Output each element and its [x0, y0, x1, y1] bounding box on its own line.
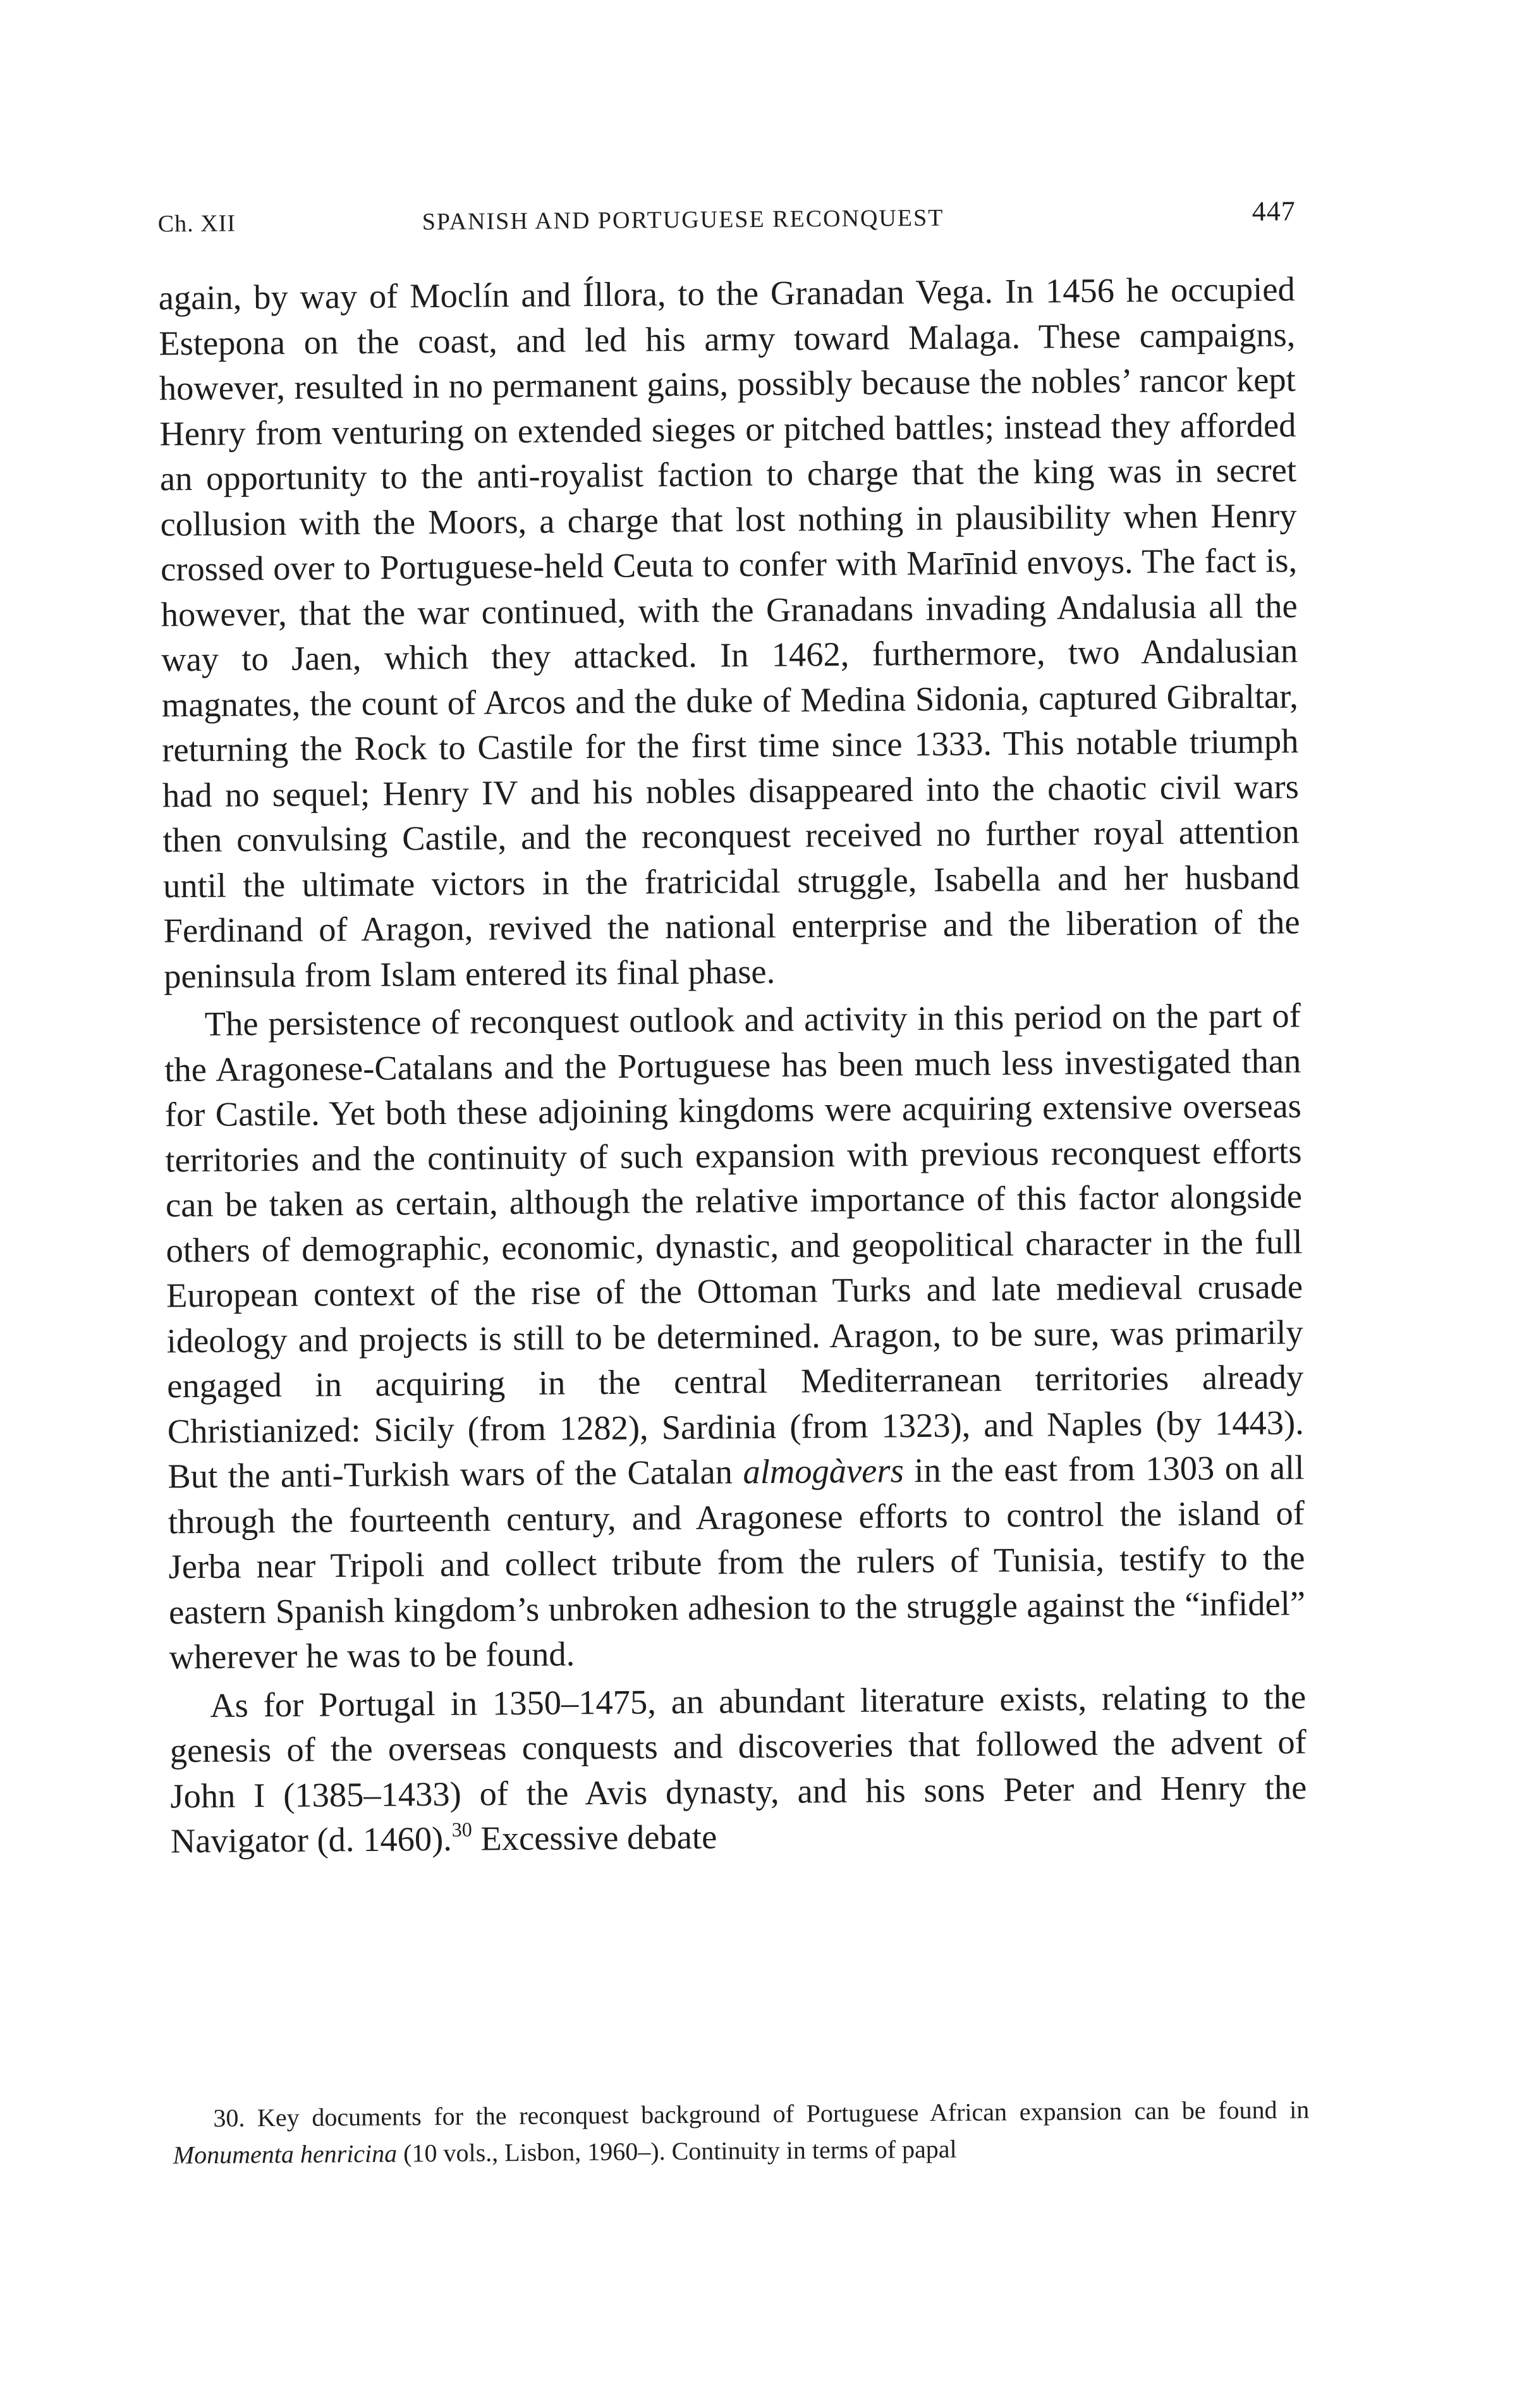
paragraph-1: again, by way of Moclín and Íllora, to the Granadan Vega. In 1456 he occupied Estepona on the coast, and led his army toward Malaga. These campaigns, however, resulted in no permanent gains, possibly because the nobles’ rancor kept Henry from venturing on extended sieges or pitched battles; instead they afforded an opportunity to the anti-royalist faction to charge that the king was in secret collusion with the Moors, a charge that lost nothing in plausibility when Henry crossed over to Portuguese-held Ceuta to confer with Marīnid envoys. The fact is, however, that the war continued, with the Granadans invading Andalusia all the way to Jaen, which they attacked. In 1462, furthermore, two Andalusian magnates, the count of Arcos and the duke of Medina Sidonia, captured Gibraltar, returning the Rock to Castile for the first time since 1333. This notable triumph had no sequel; Henry IV and his nobles disappeared into the chaotic civil wars then convulsing Castile, and the reconquest received no further royal attention until the ultimate victors in the fratricidal struggle, Isabella and her husband Ferdinand of Aragon, revived the national enterprise and the liberation of the peninsula from Islam entered its final phase. [158, 269, 1300, 995]
paragraph-3-text-b: Excessive debate [472, 1817, 717, 1858]
body-text [158, 266, 1307, 1864]
running-title: SPANISH AND PORTUGUESE RECONQUEST [422, 204, 944, 236]
footnotes [173, 2091, 1310, 2173]
footnote-italic-title: Monumenta henricina [173, 2139, 398, 2170]
footnote-reference-30[interactable]: 30 [451, 1818, 472, 1841]
chapter-label: Ch. XII [157, 210, 236, 238]
paragraph-2 [164, 993, 1305, 1680]
paragraph-2-text-b: in the east from 1303 on all through the fourteenth century, and Aragonese efforts to control the island of Jerba near Tripoli and collect tribute from the rulers of Tunisia, testify to the eastern Spanish kingdom’s unbroken adhesion to the struggle against the “infidel” wherever he was to be found. [168, 1448, 1306, 1677]
page-number: 447 [1252, 195, 1296, 227]
footnote-text-a: Key documents for the reconquest background of Portuguese African expansion can be found in [245, 2095, 1310, 2132]
paragraph-2-italic-term: almogàvers [743, 1451, 905, 1491]
running-head [158, 195, 1296, 241]
paragraph-3-text-a: As for Portugal in 1350–1475, an abundant literature exists, relating to the genesis of the overseas conquests and discoveries that followed the advent of John I (1385–1433) of the Avis dynasty, and his sons Peter and Henry the Navigator (d. 1460). [169, 1677, 1307, 1861]
footnote-text-b: (10 vols., Lisbon, 1960–). Continuity in terms of papal [397, 2134, 957, 2168]
paragraph-2-text-a: The persistence of reconquest outlook and activity in this period on the part of the Aragonese-Catalans and the Portuguese has been much less investigated than for Castile. Yet both these adjoining kingdoms were acquiring extensive overseas territories and the continuity of such expansion with previous reconquest efforts can be taken as certain, although the relative importance of this factor alongside others of demographic, economic, dynastic, and geopolitical character in the full European context of the rise of the Ottoman Turks and late medieval crusade ideology and projects is still to be determined. Aragon, to be sure, was primarily engaged in acquiring in the central Mediterranean territories already Christianized: Sicily (from 1282), Sardinia (from 1323), and Naples (by 1443). But the anti-Turkish wars of the Catalan [164, 996, 1305, 1496]
footnote-number: 30. [213, 2103, 245, 2132]
paragraph-3 [169, 1674, 1307, 1864]
footnote-30 [173, 2091, 1310, 2173]
